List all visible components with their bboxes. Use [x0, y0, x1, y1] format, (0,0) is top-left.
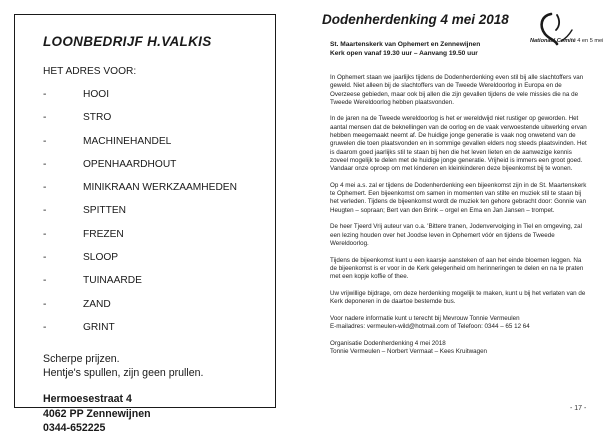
bullet-dash: -	[43, 321, 47, 333]
list-item	[43, 299, 275, 322]
advertisement-box	[14, 14, 276, 435]
contact-paragraph	[330, 315, 588, 332]
list-item	[43, 322, 275, 345]
list-item	[43, 112, 275, 135]
paragraph: Op 4 mei a.s. zal er tijdens de Dodenherdenking een bijeenkomst zijn in de St. Maartenskerk te Ophemert. Een bijeenkomst om samen in momenten van stilte en muziek stil te staan bij het verleden. Tijdens de bijeenkomst wordt de muziek ten gehore gebracht door: Gonnie van Heugten – sopraan; Bert van den Brink – orgel en Ema en Jan Jansen – trompet.	[330, 181, 587, 214]
tagline-slogan: Hentje's spullen, zijn geen prullen.	[43, 367, 204, 380]
address-phone: 0344-652225	[43, 422, 106, 435]
service-label: SLOOP	[83, 252, 119, 264]
ad-title: LOONBEDRIJF H.VALKIS	[43, 34, 212, 49]
organisation-members: Tonnie Vermeulen – Norbert Vermaat – Kees Kruitwagen	[330, 347, 488, 355]
bullet-dash: -	[43, 182, 47, 194]
article-title: Dodenherdenking 4 mei 2018	[322, 12, 509, 27]
list-item	[43, 275, 275, 298]
service-label: HOOI	[83, 89, 110, 100]
ad-address	[43, 392, 275, 436]
list-item	[43, 136, 275, 159]
church-name: St. Maartenskerk van Ophemert en Zennewijnen	[330, 41, 481, 48]
page-number: - 17 -	[570, 405, 587, 412]
bullet-dash: -	[43, 205, 47, 217]
service-label: OPENHAARDHOUT	[83, 158, 177, 170]
service-label: MINIKRAAN WERKZAAMHEDEN	[83, 182, 237, 194]
paragraph: Uw vrijwillige bijdrage, om deze herdenking mogelijk te maken, kunt u bij het verlaten van de Kerk deponeren in de daartoe bestemde bus.	[330, 289, 586, 306]
event-details	[330, 41, 480, 58]
bullet-dash: -	[43, 112, 47, 124]
list-item	[43, 159, 275, 182]
bullet-dash: -	[43, 158, 47, 170]
list-item	[43, 205, 275, 228]
contact-details: E-mailadres: vermeulen-wild@hotmail.com of Telefoon: 0344 – 65 12 64	[330, 322, 530, 330]
logo-dates: 4 en 5 mei	[577, 38, 603, 44]
ad-tagline	[43, 352, 275, 380]
service-label: FREZEN	[83, 228, 124, 240]
bullet-dash: -	[43, 275, 47, 287]
list-item	[43, 229, 275, 252]
contact-person: Voor nadere informatie kunt u terecht bij Mevrouw Tonnie Vermeulen	[330, 314, 520, 322]
service-label: SPITTEN	[83, 205, 127, 217]
address-street: Hermoesestraat 4	[43, 393, 132, 406]
bullet-dash: -	[43, 252, 47, 264]
service-label: MACHINEHANDEL	[83, 135, 172, 147]
list-item	[43, 182, 275, 205]
ad-intro: HET ADRES VOOR:	[43, 66, 137, 77]
logo-caption	[530, 38, 603, 44]
address-city: 4062 PP Zennewijnen	[43, 407, 151, 420]
service-label: GRINT	[83, 321, 115, 333]
paragraph: Tijdens de bijeenkomst kunt u een kaarsje aansteken of aan het einde bloemen leggen. Na de bijeenkomst is er voor in de Kerk gelegenheid om herinneringen te delen en na te praten met een kopje koffie of thee.	[330, 256, 584, 281]
church-times: Kerk open vanaf 19.30 uur – Aanvang 19.50 uur	[330, 49, 478, 57]
bullet-dash: -	[43, 228, 47, 240]
service-label: STRO	[83, 112, 112, 124]
paragraph: In de jaren na de Tweede wereldoorlog is het er wereldwijd niet rustiger op geworden. Het aantal mensen dat de beknellingen van de oorlog en de vaak verwoestende uitwerking ervan hebben meegemaakt neemt af. De huidige jonge generatie is vaak nog onwetend van de gruwelen die toen plaatsvonden en in sommige gevallen elders nog steeds plaatsvinden. Het is daarom goed jaarlijks stil te staan bij hen die het leven lieten en de aanwezige kennis zoveel mogelijk te delen met de huidige jonge generatie. Vrijheid is immers een groot goed. Vandaar onze oproep om met kinderen en kleinkinderen deze bijeenkomst bij te wonen.	[330, 115, 587, 173]
list-item	[43, 89, 275, 112]
bullet-dash: -	[43, 135, 47, 147]
remembrance-logo-icon	[527, 12, 591, 56]
tagline-prices: Scherpe prijzen.	[43, 353, 120, 366]
paragraph: De heer Tjeerd Vrij auteur van o.a. 'Bittere tranen, Jodenvervolging in Tiel en omgeving, zal een lezing houden over het Joodse leven in Ophemert vóór en tijdens de Tweede Wereldoorlog.	[330, 223, 583, 247]
services-list	[43, 89, 275, 345]
service-label: TUINAARDE	[83, 275, 142, 287]
paragraph: In Ophemert staan we jaarlijks tijdens de Dodenherdenking even stil bij alle slachtoffers van geweld. Niet alleen bij de slachtoffers van de Tweede Wereldoorlog in Europa en de Overzeese gebieden, maar ook bij allen die zijn gevallen tijdens de vele missies die na de Tweede Wereldoorlog hebben plaatsvonden.	[330, 74, 584, 106]
service-label: ZAND	[83, 298, 111, 310]
organisation-title: Organisatie Dodenherdenking 4 mei 2018	[330, 339, 446, 347]
article-body	[330, 74, 588, 364]
bullet-dash: -	[43, 89, 47, 100]
logo-name: Nationaal Comité	[530, 38, 576, 44]
list-item	[43, 252, 275, 275]
organisation-paragraph	[330, 340, 588, 357]
bullet-dash: -	[43, 298, 47, 310]
